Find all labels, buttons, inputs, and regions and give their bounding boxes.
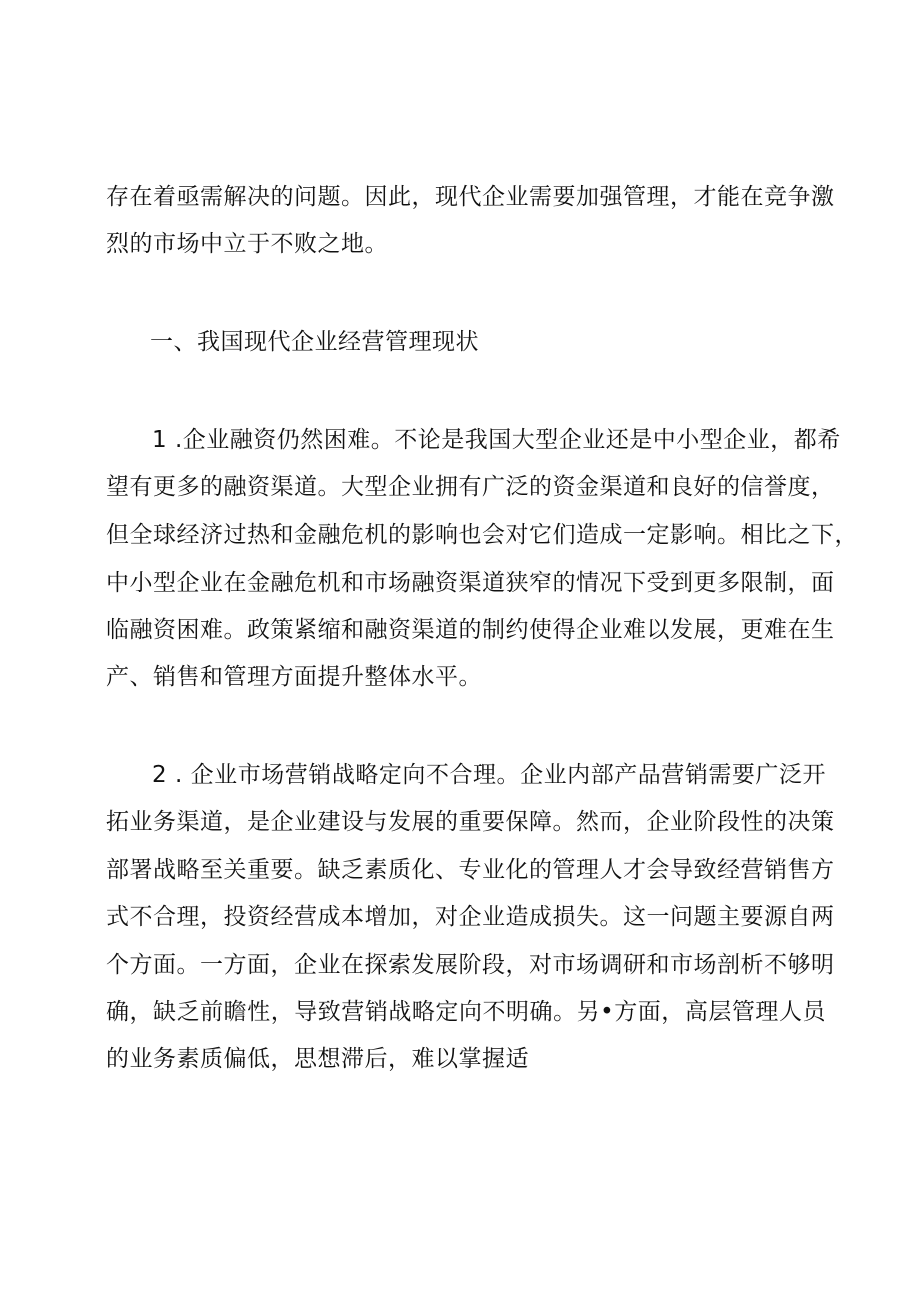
text-line: 个方面。一方面，企业在探索发展阶段，对市场调研和市场剖析不够明 [106,952,835,978]
text-line: 中小型企业在金融危机和市场融资渠道狭窄的情况下受到更多限制，面 [106,570,835,596]
text-line: 2 . 企业市场营销战略定向不合理。企业内部产品营销需要广泛开 [152,762,826,788]
text-line: 确，缺乏前瞻性，导致营销战略定向不明确。另•方面，高层管理人员 [106,999,826,1025]
text-line: 但全球经济过热和金融危机的影响也会对它们造成一定影响。相比之下， [106,522,858,548]
text-line: 望有更多的融资渠道。大型企业拥有广泛的资金渠道和良好的信誉度， [106,474,835,500]
text-line: 的业务素质偏低，思想滞后，难以掌握适 [106,1046,529,1072]
text-line: 烈的市场中立于不败之地。 [106,231,388,257]
text-line: 临融资困难。政策紧缩和融资渠道的制约使得企业难以发展，更难在生 [106,617,835,643]
text-line: 式不合理，投资经营成本增加，对企业造成损失。这一问题主要源自两 [106,904,835,930]
text-line: 存在着亟需解决的问题。因此，现代企业需要加强管理，才能在竞争激 [106,184,835,210]
section-heading: 一、我国现代企业经营管理现状 [150,329,479,355]
text-line: 拓业务渠道，是企业建设与发展的重要保障。然而，企业阶段性的决策 [106,809,835,835]
text-line: 产、销售和管理方面提升整体水平。 [106,664,482,690]
text-line: 1 .企业融资仍然困难。不论是我国大型企业还是中小型企业，都希 [152,427,841,453]
text-line: 部署战略至关重要。缺乏素质化、专业化的管理人才会导致经营销售方 [106,857,835,883]
